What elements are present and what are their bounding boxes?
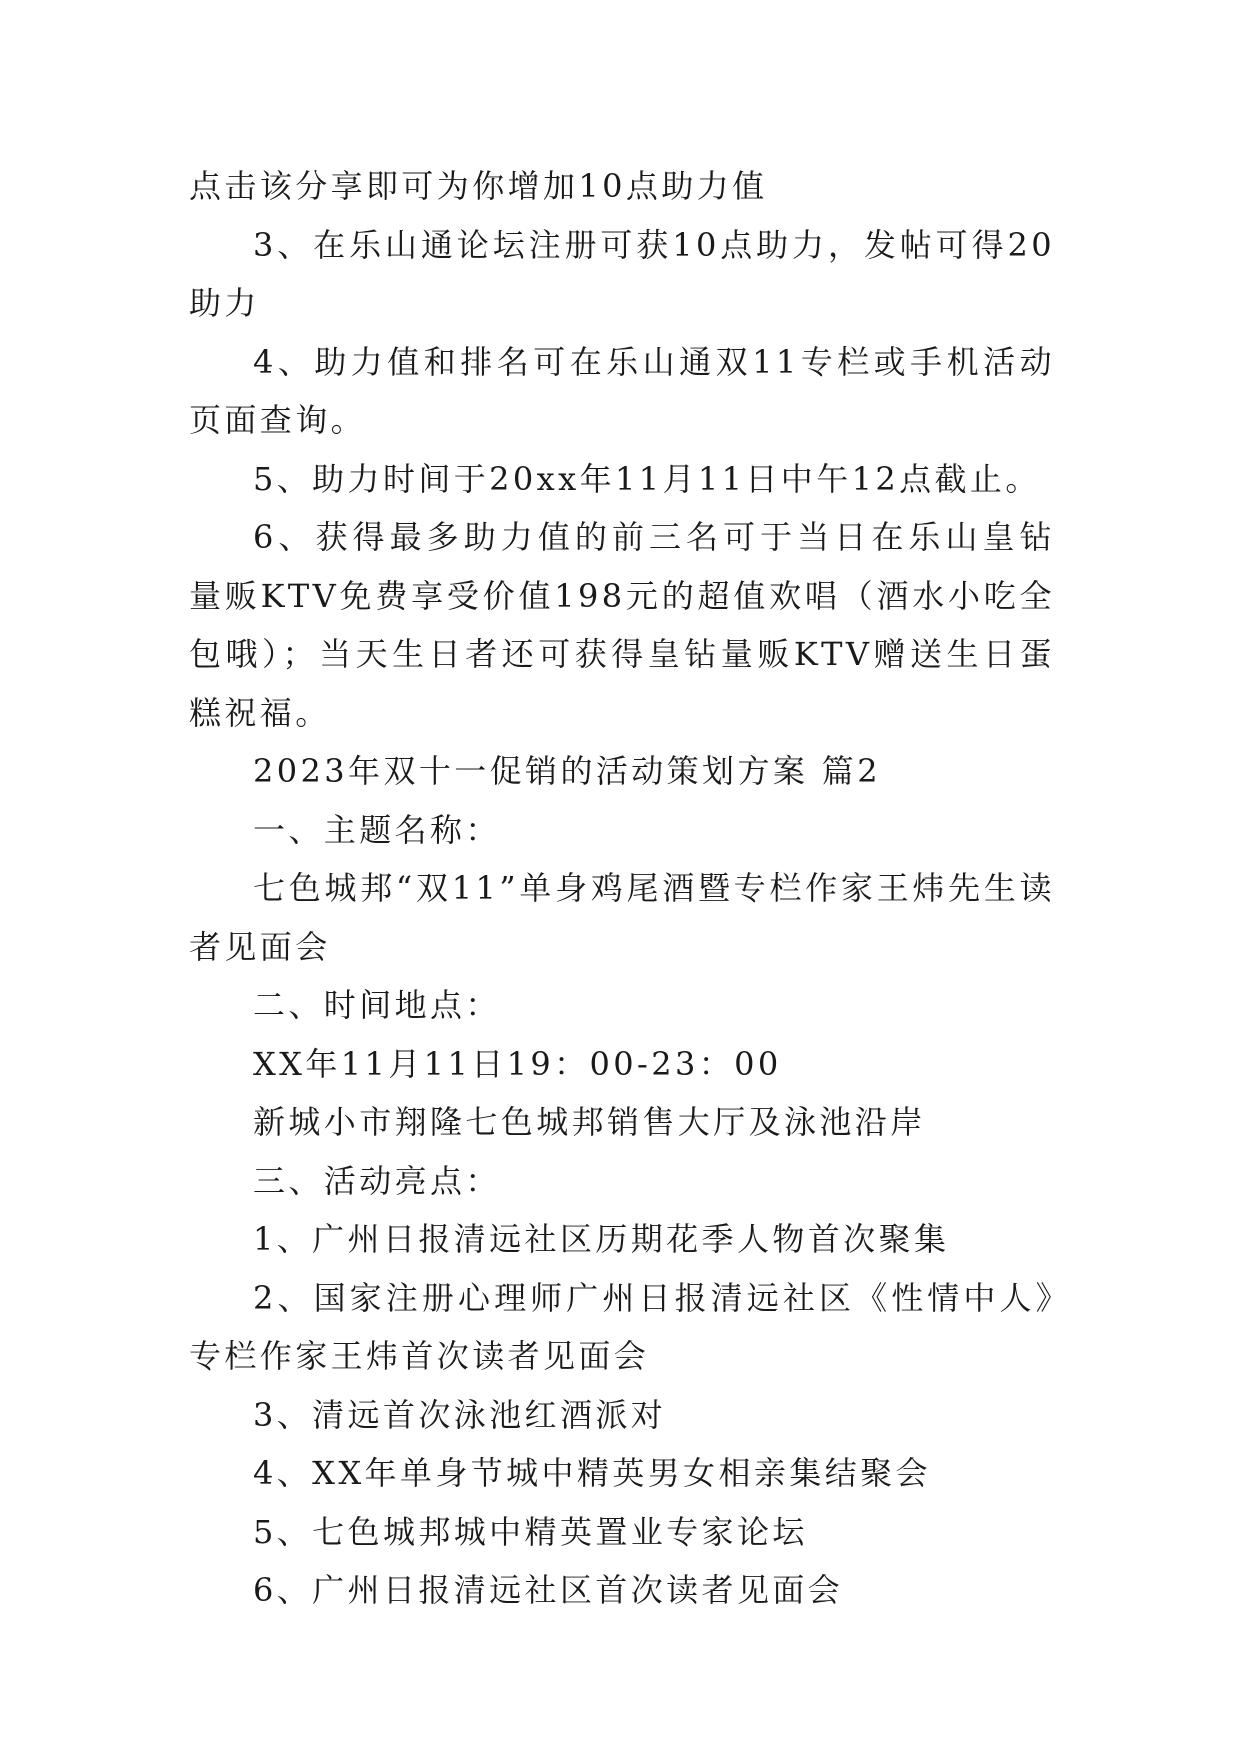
highlight-item-1: 1、广州日报清远社区历期花季人物首次聚集 (253, 1220, 950, 1258)
paragraph-item-6-prize: 6、获得最多助力值的前三名可于当日在乐山皇钻量贩KTV免费享受价值198元的超值欢唱（酒水小吃全包哦）；当天生日者还可获得皇钻量贩KTV赠送生日蛋糕祝福。 (189, 518, 1055, 732)
paragraph-place: 新城小市翔隆七色城邦销售大厅及泳池沿岸 (253, 1103, 926, 1141)
section-title-plan-2: 2023年双十一促销的活动策划方案 篇2 (253, 752, 881, 790)
highlight-item-3: 3、清远首次泳池红酒派对 (253, 1395, 667, 1434)
highlight-item-6: 6、广州日报清远社区首次读者见面会 (253, 1571, 844, 1609)
heading-theme-name: 一、主题名称： (253, 810, 501, 849)
document-body (189, 157, 1055, 1620)
heading-highlights: 三、活动亮点： (253, 1161, 501, 1200)
paragraph-theme: 七色城邦“双11”单身鸡尾酒暨专栏作家王炜先生读者见面会 (189, 869, 1055, 966)
heading-time-place: 二、时间地点： (253, 986, 501, 1024)
highlight-item-2: 2、国家注册心理师广州日报清远社区《性情中人》专栏作家王炜首次读者见面会 (189, 1278, 1055, 1375)
paragraph-item-3-forum: 3、在乐山通论坛注册可获10点助力，发帖可得20助力 (189, 225, 1055, 322)
paragraph-share-bonus: 点击该分享即可为你增加10点助力值 (189, 167, 768, 205)
paragraph-item-4-ranking: 4、助力值和排名可在乐山通双11专栏或手机活动页面查询。 (189, 342, 1055, 439)
highlight-item-4: 4、XX年单身节城中精英男女相亲集结聚会 (253, 1454, 931, 1492)
paragraph-item-5-deadline: 5、助力时间于20xx年11月11日中午12点截止。 (253, 459, 1041, 498)
highlight-item-5: 5、七色城邦城中精英置业专家论坛 (253, 1512, 808, 1551)
paragraph-time: XX年11月11日19：00-23：00 (253, 1044, 782, 1083)
